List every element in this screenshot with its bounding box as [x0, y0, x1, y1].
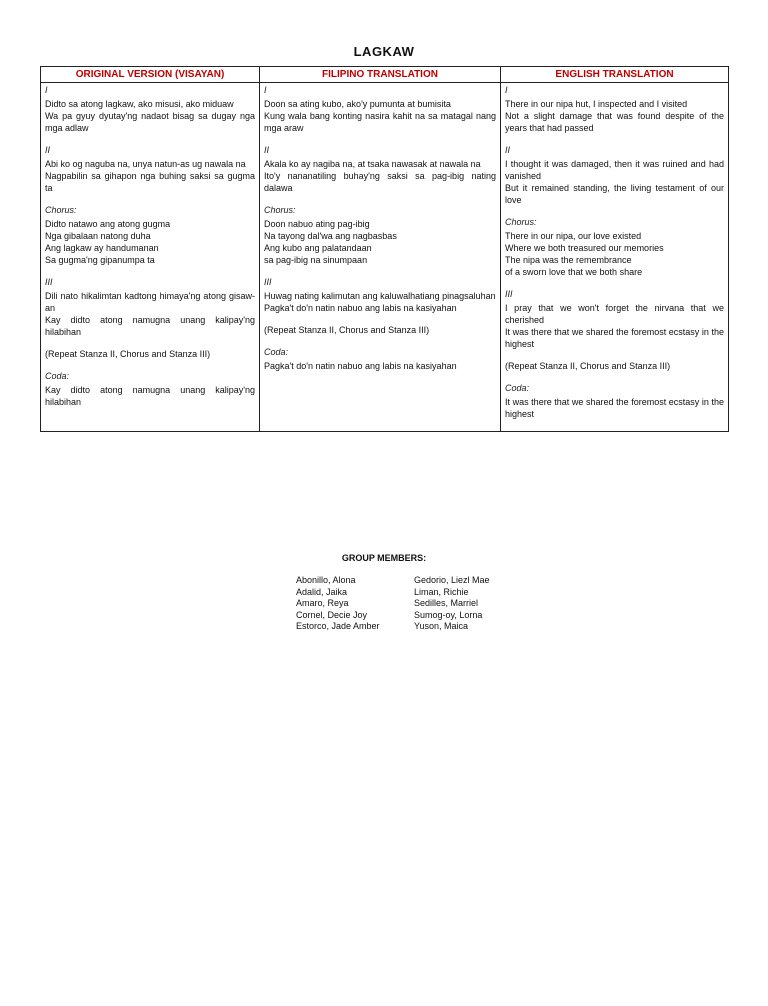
lyric-line: Ito'y nananatiling buhay'ng saksi sa pag-ibig nating dalawa	[264, 171, 496, 193]
lyric-line: Pagka't do'n natin nabuo ang labis na kasiyahan	[264, 303, 457, 313]
stanza-label: II	[45, 145, 51, 155]
coda	[45, 384, 255, 408]
members-column-right	[414, 575, 534, 633]
stanza-label: III	[45, 277, 53, 287]
stanza-label: I	[505, 85, 508, 95]
member-name: Yuson, Maica	[414, 621, 469, 632]
lyric-line: Not a slight damage that was found despite of the years that had passed	[505, 111, 724, 133]
lyric-line: Sa gugma'ng gipanumpa ta	[45, 255, 155, 265]
member-name: Sumog-oy, Lorna	[414, 609, 483, 620]
stanza-label: III	[505, 289, 513, 299]
stanza-1	[264, 98, 496, 134]
lyric-line: There in our nipa, our love existed	[505, 231, 642, 241]
lyric-line: Doon nabuo ating pag-ibig	[264, 219, 370, 229]
stanza-2	[505, 158, 724, 206]
stanza-3	[45, 290, 255, 338]
member-name: Sedilles, Marriel	[414, 598, 479, 609]
lyric-line: Kung wala bang konting nasira kahit na sa matagal nang mga araw	[264, 111, 496, 133]
member-name: Liman, Richie	[414, 586, 469, 597]
coda-label: Coda:	[264, 347, 289, 357]
lyric-line: Na tayong dal'wa ang nagbasbas	[264, 231, 397, 241]
chorus-label: Chorus:	[45, 205, 77, 215]
repeat-note: (Repeat Stanza II, Chorus and Stanza III)	[505, 361, 671, 371]
lyric-line: I thought it was damaged, then it was ruined and had vanished	[505, 159, 724, 181]
chorus	[264, 218, 496, 266]
lyric-line: Akala ko ay nagiba na, at tsaka nawasak at nawala na	[264, 159, 481, 169]
stanza-2	[264, 158, 496, 194]
lyric-line: of a sworn love that we both share	[505, 267, 643, 277]
stanza-label: II	[264, 145, 270, 155]
header-filipino: FILIPINO TRANSLATION	[260, 67, 501, 83]
lyric-line: The nipa was the remembrance	[505, 255, 632, 265]
lyric-line: Kay didto atong namugna unang kalipay'ng hilabihan	[45, 315, 255, 337]
lyric-line: It was there that we shared the foremost ecstasy in the highest	[505, 397, 724, 419]
header-english: ENGLISH TRANSLATION	[501, 67, 729, 83]
chorus-label: Chorus:	[264, 205, 296, 215]
lyric-line: Ang kubo ang palatandaan	[264, 243, 372, 253]
lyric-line: I pray that we won't forget the nirvana that we cherished	[505, 303, 724, 325]
document-title: LAGKAW	[353, 44, 415, 59]
lyrics-table	[40, 66, 729, 432]
lyric-line: Nagpabilin sa gihapon nga buhing saksi sa gugma ta	[45, 171, 255, 193]
filipino-column	[260, 83, 501, 432]
coda-label: Coda:	[45, 371, 70, 381]
lyric-line: Didto sa atong lagkaw, ako misusi, ako miduaw	[45, 99, 234, 109]
lyric-line: It was there that we shared the foremost ecstasy in the highest	[505, 327, 724, 349]
stanza-2	[45, 158, 255, 194]
lyric-line: Abi ko og naguba na, unya natun-as ug nawala na	[45, 159, 246, 169]
lyric-line: But it remained standing, the living testament of our love	[505, 183, 724, 205]
chorus	[505, 230, 724, 278]
chorus-label: Chorus:	[505, 217, 537, 227]
lyric-line: Pagka't do'n natin nabuo ang labis na kasiyahan	[264, 361, 457, 371]
lyric-line: Doon sa ating kubo, ako'y pumunta at bumisita	[264, 99, 451, 109]
lyrics-row	[41, 83, 729, 432]
lyric-line: Wa pa gyuy dyutay'ng nadaot bisag sa dugay nga mga adlaw	[45, 111, 255, 133]
lyric-line: Ang lagkaw ay handumanan	[45, 243, 159, 253]
repeat-note: (Repeat Stanza II, Chorus and Stanza III)	[264, 325, 430, 335]
header-visayan: ORIGINAL VERSION (VISAYAN)	[41, 67, 260, 83]
stanza-3	[264, 290, 496, 314]
stanza-1	[505, 98, 724, 134]
english-column	[501, 83, 729, 432]
stanza-1	[45, 98, 255, 134]
coda	[264, 360, 496, 372]
stanza-label: III	[264, 277, 272, 287]
coda	[505, 396, 724, 420]
member-name: Cornel, Decie Joy	[296, 609, 368, 620]
group-members-title: GROUP MEMBERS:	[341, 553, 427, 563]
lyric-line: Huwag nating kalimutan ang kaluwalhatiang pinagsaluhan	[264, 291, 496, 301]
stanza-3	[505, 302, 724, 350]
coda-label: Coda:	[505, 383, 530, 393]
lyric-line: Didto natawo ang atong gugma	[45, 219, 171, 229]
visayan-column	[41, 83, 260, 432]
lyric-line: Nga gibalaan natong duha	[45, 231, 151, 241]
member-name: Adalid, Jaika	[296, 586, 348, 597]
header-row	[41, 67, 729, 83]
member-name: Abonillo, Alona	[296, 575, 356, 585]
stanza-label: II	[505, 145, 511, 155]
lyric-line: Where we both treasured our memories	[505, 243, 664, 253]
lyric-line: sa pag-ibig na sinumpaan	[264, 255, 368, 265]
member-name: Gedorio, Liezl Mae	[414, 575, 490, 585]
stanza-label: I	[264, 85, 267, 95]
lyric-line: Dili nato hikalimtan kadtong himaya'ng atong gisaw-an	[45, 291, 255, 313]
members-column-left	[296, 575, 416, 633]
stanza-label: I	[45, 85, 48, 95]
repeat-note: (Repeat Stanza II, Chorus and Stanza III)	[45, 349, 211, 359]
lyric-line: Kay didto atong namugna unang kalipay'ng hilabihan	[45, 385, 255, 407]
member-name: Amaro, Reya	[296, 598, 349, 609]
chorus	[45, 218, 255, 266]
lyric-line: There in our nipa hut, I inspected and I visited	[505, 99, 688, 109]
member-name: Estorco, Jade Amber	[296, 621, 380, 632]
